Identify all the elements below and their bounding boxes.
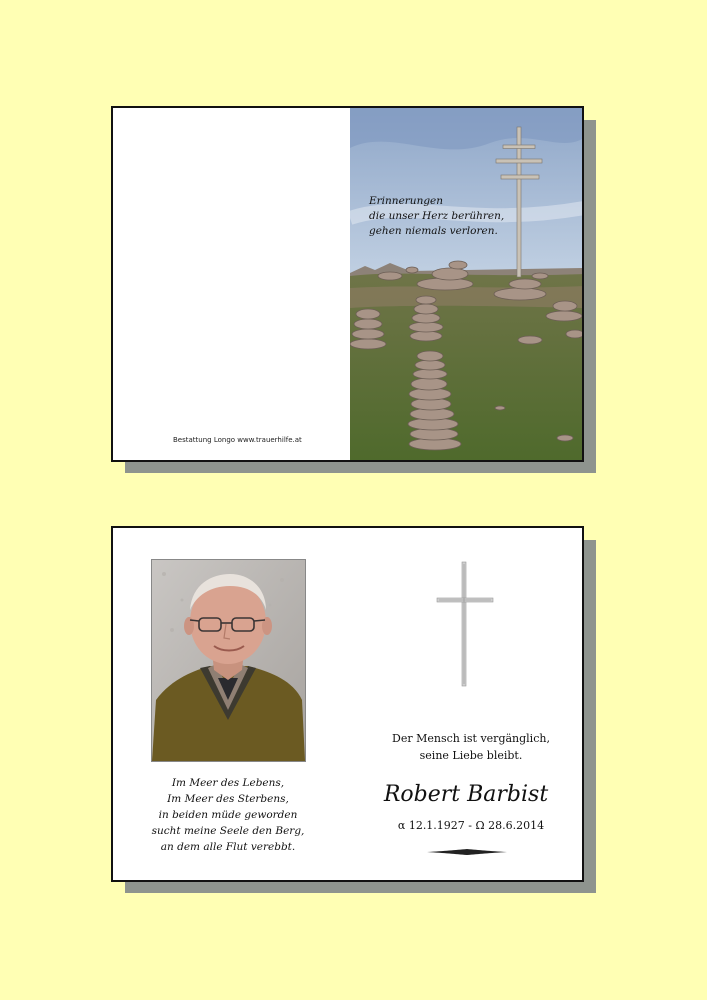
motto-line: Der Mensch ist vergänglich, [392, 732, 550, 745]
front-verse-line: Erinnerungen [369, 195, 444, 207]
inner-poem-line: Im Meer des Lebens, [171, 777, 285, 789]
life-dates: α 12.1.1927 - Ω 28.6.2014 [397, 819, 545, 832]
ornamental-divider-icon [425, 848, 509, 856]
portrait-photo [151, 559, 306, 762]
inner-poem-line: Im Meer des Sterbens, [167, 793, 289, 805]
cross-emblem-icon [433, 560, 497, 688]
motto-line: seine Liebe bleibt. [419, 749, 523, 762]
motto [371, 730, 571, 764]
mountain-summit-photo [350, 108, 584, 460]
front-verse-line: gehen niemals verloren. [369, 225, 498, 237]
front-verse [369, 194, 504, 239]
inner-card [111, 526, 584, 882]
front-verse-line: die unser Herz berühren, [369, 210, 505, 222]
publisher-credit: Bestattung Longo www.trauerhilfe.at [173, 436, 302, 444]
inner-poem-line: sucht meine Seele den Berg, [151, 825, 305, 837]
inner-poem-line: in beiden müde geworden [158, 809, 298, 821]
deceased-name: Robert Barbist [383, 782, 549, 807]
front-card [111, 106, 584, 462]
inner-poem-line: an dem alle Flut verebbt. [160, 841, 296, 853]
inner-poem [133, 775, 323, 855]
